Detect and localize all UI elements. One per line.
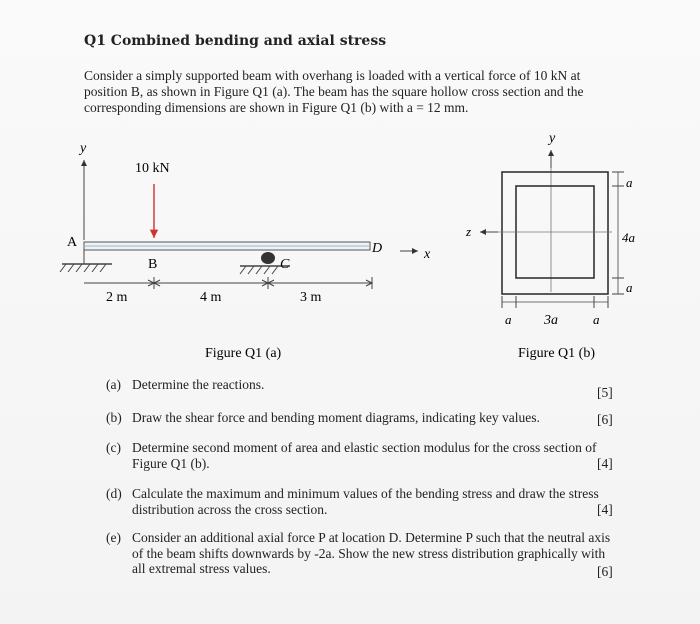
dim-3a: 3a	[544, 313, 558, 328]
point-c-label: C	[280, 257, 290, 272]
question-c	[106, 440, 626, 474]
figure-a-caption: Figure Q1 (a)	[205, 346, 282, 361]
question-d-label: (d)	[106, 486, 122, 501]
dimension-line	[84, 277, 372, 289]
question-title: Q1 Combined bending and axial stress	[84, 33, 387, 49]
dim-bc: 4 m	[200, 290, 222, 305]
question-c-label: (c)	[106, 440, 121, 455]
beam-x-label: x	[424, 247, 431, 262]
question-d-text: Calculate the maximum and minimum values of the bending stress and draw the stress distribution across the cross section.	[132, 486, 599, 517]
point-a-label: A	[67, 235, 78, 250]
question-c-text: Determine second moment of area and elastic section modulus for the cross section of Figure Q1 (b).	[132, 440, 597, 471]
point-b-label: B	[148, 257, 158, 272]
point-d-label: D	[372, 241, 383, 256]
question-b	[106, 410, 626, 428]
question-a-marks: [5]	[597, 385, 613, 400]
question-b-marks: [6]	[597, 412, 613, 427]
cross-section	[480, 150, 624, 308]
question-d	[106, 486, 626, 520]
question-a	[106, 377, 626, 400]
question-e-marks: [6]	[597, 564, 613, 579]
section-z-label: z	[466, 224, 472, 239]
support-a	[60, 250, 112, 272]
question-a-text: Determine the reactions.	[132, 377, 265, 392]
load-label: 10 kN	[135, 161, 170, 176]
dim-bottom-a: a	[626, 280, 633, 295]
dim-right-a: a	[593, 312, 600, 327]
question-e	[106, 530, 626, 580]
question-c-marks: [4]	[597, 456, 613, 471]
intro-paragraph: Consider a simply supported beam with overhang is loaded with a vertical force of 10 kN at position B, as shown in Figure Q1 (a). The beam has the square hollow cross section and the corresponding dimensions are shown in Figure Q1 (b) with a = 12 mm.	[84, 68, 584, 115]
question-b-label: (b)	[106, 410, 122, 425]
dim-top-a: a	[626, 175, 633, 190]
dim-left-a: a	[505, 312, 512, 327]
beam-y-label: y	[80, 141, 87, 156]
question-d-marks: [4]	[597, 502, 613, 517]
dim-ab: 2 m	[106, 290, 128, 305]
dim-cd: 3 m	[300, 290, 322, 305]
dim-4a: 4a	[622, 230, 635, 245]
section-y-label: y	[549, 131, 556, 146]
question-a-label: (a)	[106, 377, 121, 392]
figure-b-caption: Figure Q1 (b)	[518, 346, 595, 361]
question-b-text: Draw the shear force and bending moment diagrams, indicating key values.	[132, 410, 540, 425]
question-e-label: (e)	[106, 530, 121, 545]
question-e-text: Consider an additional axial force P at location D. Determine P such that the neutral axis of the beam shifts downwards by -2a. Show the new stress distribution graphically with all extremal stress values.	[132, 530, 611, 576]
